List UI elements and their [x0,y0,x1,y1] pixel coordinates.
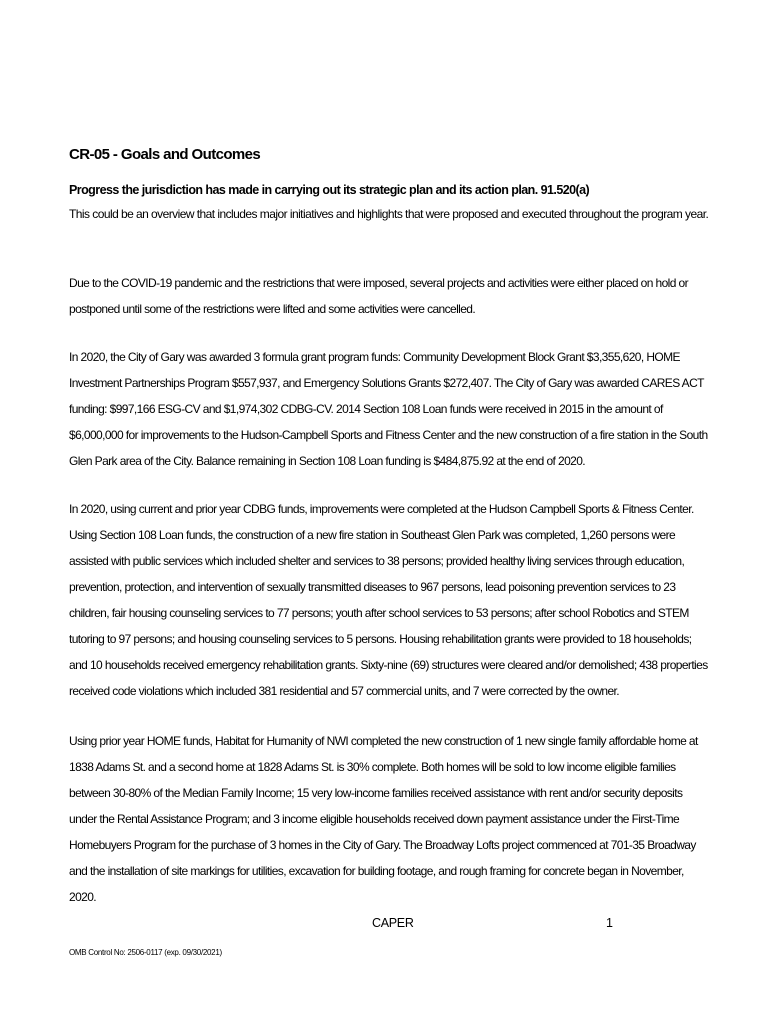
footer-label: CAPER [372,916,414,930]
omb-control-number: OMB Control No: 2506-0117 (exp. 09/30/2021) [69,948,222,957]
paragraph-funding: In 2020, the City of Gary was awarded 3 formula grant program funds: Community Development Block Grant $3,355,620, HOME Investment Partnerships Program $557,937, and Emergency Solutions Grants $272,407. The City of Gary was awarded CARES ACT funding: $997,166 ESG-CV and $1,974,302 CDBG-CV. 2014 Section 108 Loan funds were received in 2015 in the amount of $6,000,000 for improvements to the Hudson-Campbell Sports and Fitness Center and the new construction of a fire station in the South Glen Park area of the City. Balance remaining in Section 108 Loan funding is $484,875.92 at the end of 2020. [69,350,708,468]
paragraph-cdbg-accomplishments: In 2020, using current and prior year CDBG funds, improvements were completed at the Hudson Campbell Sports & Fitness Center. Using Section 108 Loan funds, the construction of a new fire station in Southeast Glen Park was completed, 1,260 persons were assisted with public services which included shelter and services to 38 persons; provided healthy living services through education, prevention, protection, and intervention of sexually transmitted diseases to 967 persons, lead poisoning prevention services to 23 children, fair housing counseling services to 77 persons; youth after school services to 53 persons; after school Robotics and STEM tutoring to 97 persons; and housing counseling services to 5 persons. Housing rehabilitation grants were provided to 18 households; and 10 households received emergency rehabilitation grants. Sixty-nine (69) structures were cleared and/or demolished; 438 properties received code violations which included 381 residential and 57 commercial units, and 7 were corrected by the owner. [69,502,708,698]
section-heading: CR-05 - Goals and Outcomes [69,146,261,163]
page-number: 1 [606,916,613,930]
section-intro: This could be an overview that includes major initiatives and highlights that were proposed and executed throughout the program year. [69,207,709,221]
section-subheading: Progress the jurisdiction has made in carrying out its strategic plan and its action plan. 91.520(a) [69,183,590,197]
paragraph-covid: Due to the COVID-19 pandemic and the restrictions that were imposed, several projects and activities were either placed on hold or postponed until some of the restrictions were lifted and some activities were cancelled. [69,276,689,316]
paragraph-home-accomplishments: Using prior year HOME funds, Habitat for Humanity of NWI completed the new construction of 1 new single family affordable home at 1838 Adams St. and a second home at 1828 Adams St. is 30% complete. Both homes will be sold to low income eligible families between 30-80% of the Median Family Income; 15 very low-income families received assistance with rent and/or security deposits under the Rental Assistance Program; and 3 income eligible households received down payment assistance under the First-Time Homebuyers Program for the purchase of 3 homes in the City of Gary. The Broadway Lofts project commenced at 701-35 Broadway and the installation of site markings for utilities, excavation for building footage, and rough framing for concrete began in November, 2020. [69,734,698,904]
